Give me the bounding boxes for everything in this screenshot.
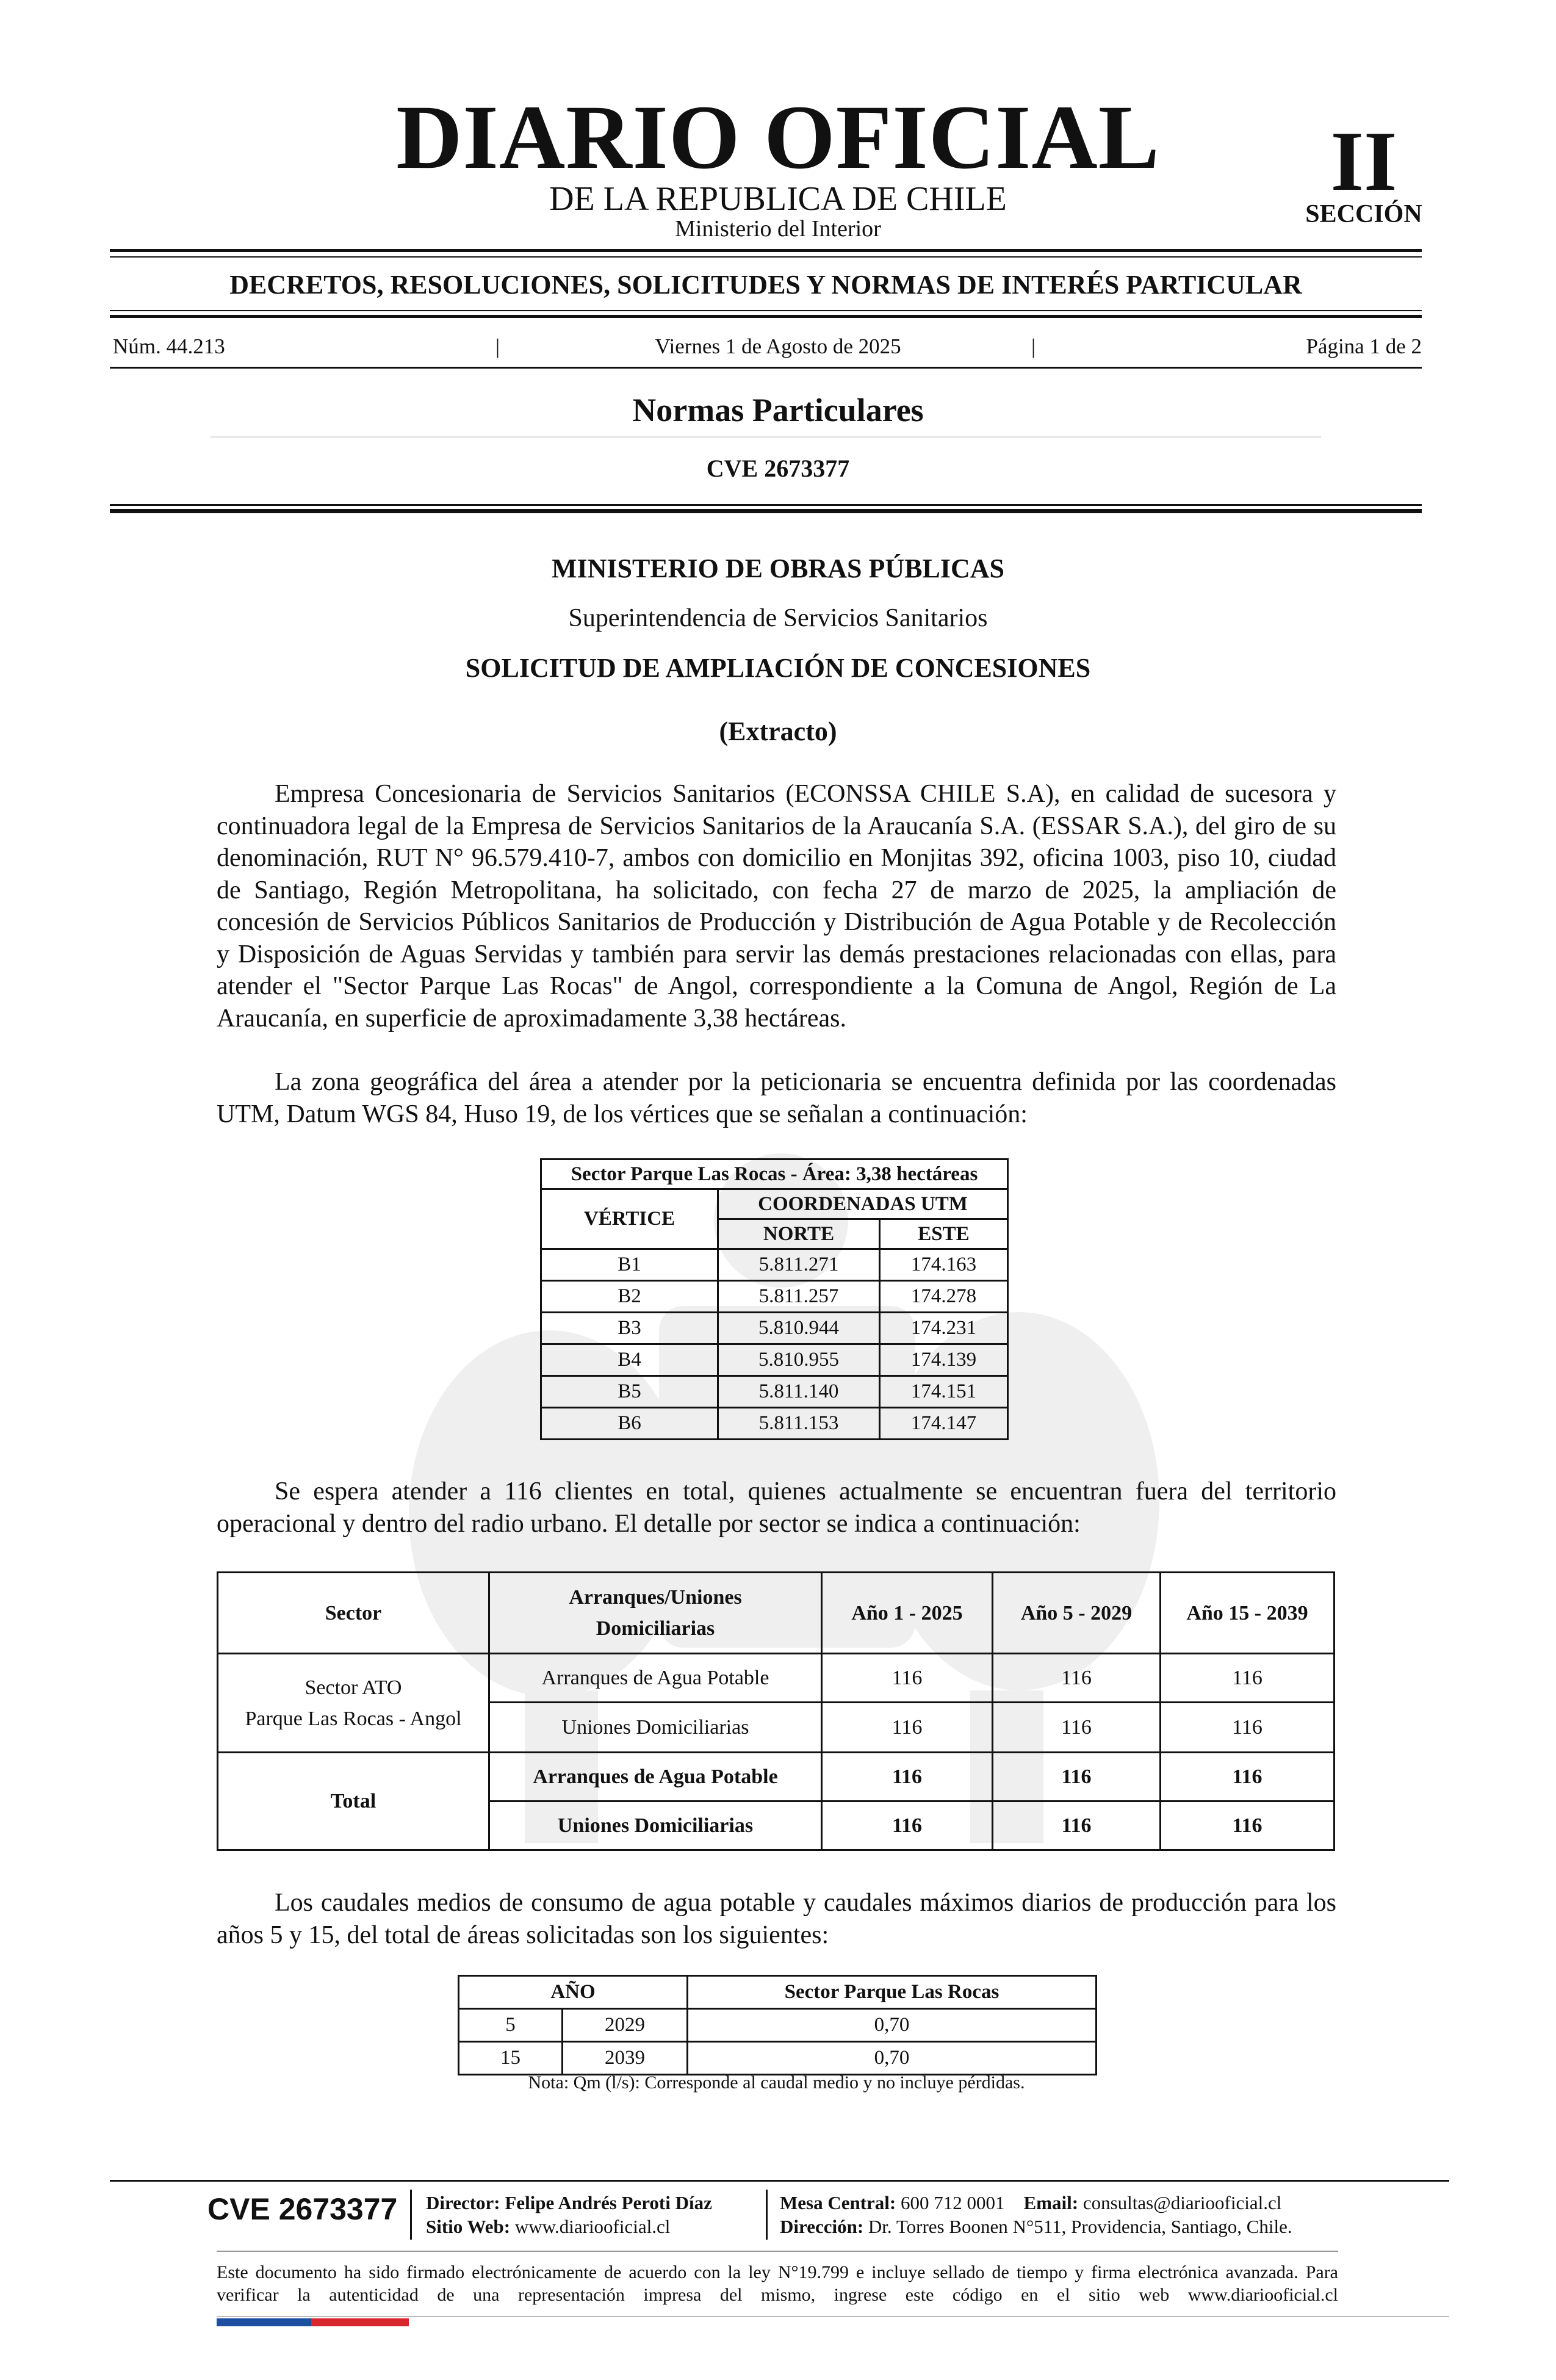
band-rule-thick — [110, 315, 1422, 318]
table-cell: B5 — [541, 1376, 718, 1408]
section-title: Normas Particulares — [632, 392, 924, 428]
table-cell: 5 — [459, 2009, 563, 2042]
table-cell: B6 — [541, 1408, 718, 1440]
info-separator: | — [1031, 334, 1036, 358]
section-label: SECCIÓN — [1305, 200, 1422, 228]
table-cell: Uniones Domiciliarias — [489, 1703, 822, 1753]
table-cell: 116 — [993, 1801, 1161, 1850]
table-row — [459, 2042, 1097, 2075]
table-cell: 116 — [822, 1654, 993, 1703]
footer-cve-code: CVE 2673377 — [207, 2192, 398, 2226]
clients-table — [217, 1571, 1335, 1851]
vertices-table — [540, 1158, 1009, 1440]
table-cell: Uniones Domiciliarias — [489, 1801, 822, 1850]
issue-date: Viernes 1 de Agosto de 2025 — [655, 334, 901, 358]
table-cell: B3 — [541, 1313, 718, 1344]
masthead-title: DIARIO OFICIAL — [396, 87, 1160, 188]
cve-rule-thin — [110, 504, 1422, 506]
flag-stripe-red — [311, 2318, 409, 2326]
footer-director-block — [426, 2191, 768, 2238]
table-cell: 116 — [1161, 1753, 1334, 1801]
footer-divider — [410, 2190, 412, 2240]
table-cell: B4 — [541, 1344, 718, 1376]
table-row — [541, 1408, 1008, 1440]
table-cell: 5.810.955 — [718, 1344, 880, 1376]
page-indicator: Página 1 de 2 — [1306, 334, 1422, 358]
ministry-heading: MINISTERIO DE OBRAS PÚBLICAS — [551, 554, 1005, 583]
column-header: VÉRTICE — [541, 1189, 718, 1249]
table-cell: 174.163 — [880, 1249, 1008, 1281]
flag-stripe-blue — [217, 2318, 311, 2326]
column-group-header: COORDENADAS UTM — [718, 1189, 1008, 1219]
band-title: DECRETOS, RESOLUCIONES, SOLICITUDES Y NORMAS DE INTERÉS PARTICULAR — [229, 270, 1302, 300]
table-row — [218, 1654, 1334, 1703]
extracto-heading: (Extracto) — [719, 716, 837, 746]
column-header: ESTE — [880, 1219, 1008, 1249]
superintendencia-heading: Superintendencia de Servicios Sanitarios — [568, 604, 988, 632]
column-header: Arranques/Uniones Domiciliarias — [489, 1573, 822, 1654]
table-cell: 5.811.271 — [718, 1249, 880, 1281]
table-cell: 5.811.140 — [718, 1376, 880, 1408]
table-cell: B1 — [541, 1249, 718, 1281]
column-header: AÑO — [459, 1976, 688, 2009]
table-row — [218, 1753, 1334, 1801]
body-paragraph: La zona geográfica del área a atender por la peticionaria se encuentra definida por las coordenadas UTM, Datum WGS 84, Huso 19, de los vértices que se señalan a continuación: — [217, 1068, 1336, 1128]
column-header: Sector — [218, 1573, 489, 1654]
table-cell: 2029 — [563, 2009, 688, 2042]
table-cell: 174.278 — [880, 1281, 1008, 1313]
table-cell: 116 — [1161, 1654, 1334, 1703]
body-paragraph: Se espera atender a 116 clientes en total, quienes actualmente se encuentran fuera del territorio operacional y dentro del radio urbano. El detalle por sector se indica a continuación: — [217, 1477, 1336, 1538]
table-row — [541, 1249, 1008, 1281]
table-caption: Sector Parque Las Rocas - Área: 3,38 hectáreas — [541, 1159, 1008, 1189]
issue-number: Núm. 44.213 — [113, 334, 225, 358]
masthead-subtitle: DE LA REPUBLICA DE CHILE — [549, 180, 1007, 218]
masthead-ministry: Ministerio del Interior — [675, 216, 881, 242]
table-cell: 5.811.257 — [718, 1281, 880, 1313]
table-cell: Arranques de Agua Potable — [489, 1753, 822, 1801]
table-row — [459, 2009, 1097, 2042]
table-cell: 15 — [459, 2042, 563, 2075]
footer-rule — [217, 2251, 1338, 2252]
cve-rule-thick — [110, 509, 1422, 513]
table-cell: 5.810.944 — [718, 1313, 880, 1344]
solicitud-heading: SOLICITUD DE AMPLIACIÓN DE CONCESIONES — [465, 653, 1091, 683]
section-number: II — [1330, 114, 1397, 209]
table-cell: 0,70 — [688, 2042, 1097, 2075]
footer-contact: Mesa Central: 600 712 0001 Email: consultas@diariooficial.cl — [780, 2192, 1282, 2213]
table-cell: 174.151 — [880, 1376, 1008, 1408]
table-row — [541, 1281, 1008, 1313]
column-header: NORTE — [718, 1219, 880, 1249]
band-rule-thin — [110, 310, 1422, 311]
footer-rule — [217, 2316, 1449, 2317]
footer-address: Dirección: Dr. Torres Boonen N°511, Providencia, Santiago, Chile. — [780, 2216, 1292, 2237]
caudales-table — [458, 1975, 1097, 2075]
footer-director: Director: Felipe Andrés Peroti Díaz — [426, 2192, 712, 2213]
column-header: Año 15 - 2039 — [1161, 1573, 1334, 1654]
table-row — [541, 1313, 1008, 1344]
table-cell: 5.811.153 — [718, 1408, 880, 1440]
table-row — [541, 1344, 1008, 1376]
table-cell: 116 — [1161, 1703, 1334, 1753]
footer-divider — [766, 2190, 768, 2240]
table-cell: 0,70 — [688, 2009, 1097, 2042]
table-cell: 174.231 — [880, 1313, 1008, 1344]
table-cell: 116 — [1161, 1801, 1334, 1850]
footer-contact-block — [780, 2191, 1390, 2238]
table-cell: 116 — [822, 1703, 993, 1753]
body-paragraph: Los caudales medios de consumo de agua potable y caudales máximos diarios de producción para los años 5 y 15, del total de áreas solicitadas son los siguientes: — [217, 1889, 1336, 1949]
table-row — [541, 1376, 1008, 1408]
table-cell: B2 — [541, 1281, 718, 1313]
total-label-cell: Total — [218, 1753, 489, 1850]
table-cell: 116 — [822, 1801, 993, 1850]
table-cell: 174.147 — [880, 1408, 1008, 1440]
section-title-underline — [211, 436, 1321, 438]
table-cell: 116 — [993, 1654, 1161, 1703]
footer-website: Sitio Web: www.diariooficial.cl — [426, 2216, 671, 2237]
table-cell: 116 — [822, 1753, 993, 1801]
column-header: Año 1 - 2025 — [822, 1573, 993, 1654]
table-note: Nota: Qm (l/s): Corresponde al caudal medio y no incluye pérdidas. — [528, 2072, 1025, 2093]
top-rule-thin — [110, 256, 1422, 258]
table-cell: 174.139 — [880, 1344, 1008, 1376]
sector-name-cell: Sector ATO Parque Las Rocas - Angol — [218, 1654, 489, 1753]
column-header: Año 5 - 2029 — [993, 1573, 1161, 1654]
footer-legal-notice: Este documento ha sido firmado electrónicamente de acuerdo con la ley N°19.799 e incluye sellado de tiempo y firma electrónica avanzada. Para verificar la autenticidad de una representación impresa del mismo, ingrese este código en el sitio web www.diariooficial.cl — [217, 2262, 1338, 2305]
table-cell: Arranques de Agua Potable — [489, 1654, 822, 1703]
cve-code: CVE 2673377 — [706, 455, 850, 482]
table-cell: 116 — [993, 1703, 1161, 1753]
info-separator: | — [495, 334, 500, 358]
column-header: Sector Parque Las Rocas — [688, 1976, 1097, 2009]
table-cell: 116 — [993, 1753, 1161, 1801]
footer-rule — [110, 2180, 1449, 2182]
table-cell: 2039 — [563, 2042, 688, 2075]
info-rule — [110, 367, 1422, 369]
body-paragraph: Empresa Concesionaria de Servicios Sanitarios (ECONSSA CHILE S.A), en calidad de sucesora y continuadora legal de la Empresa de Servicios Sanitarios de la Araucanía S.A. (ESSAR S.A.), del giro de su denominación, RUT N° 96.579.410-7, ambos con domicilio en Monjitas 392, oficina 1003, piso 10, ciudad de Santiago, Región Metropolitana, ha solicitado, con fecha 27 de marzo de 2025, la ampliación de concesión de Servicios Públicos Sanitarios de Producción y Distribución de Agua Potable y de Recolección y Disposición de Aguas Servidas y también para servir las demás prestaciones relacionadas con ellas, para atender el "Sector Parque Las Rocas" de Angol, correspondiente a la Comuna de Angol, Región de La Araucanía, en superficie de aproximadamente 3,38 hectáreas. — [217, 780, 1336, 1033]
top-rule-thick — [110, 249, 1422, 252]
